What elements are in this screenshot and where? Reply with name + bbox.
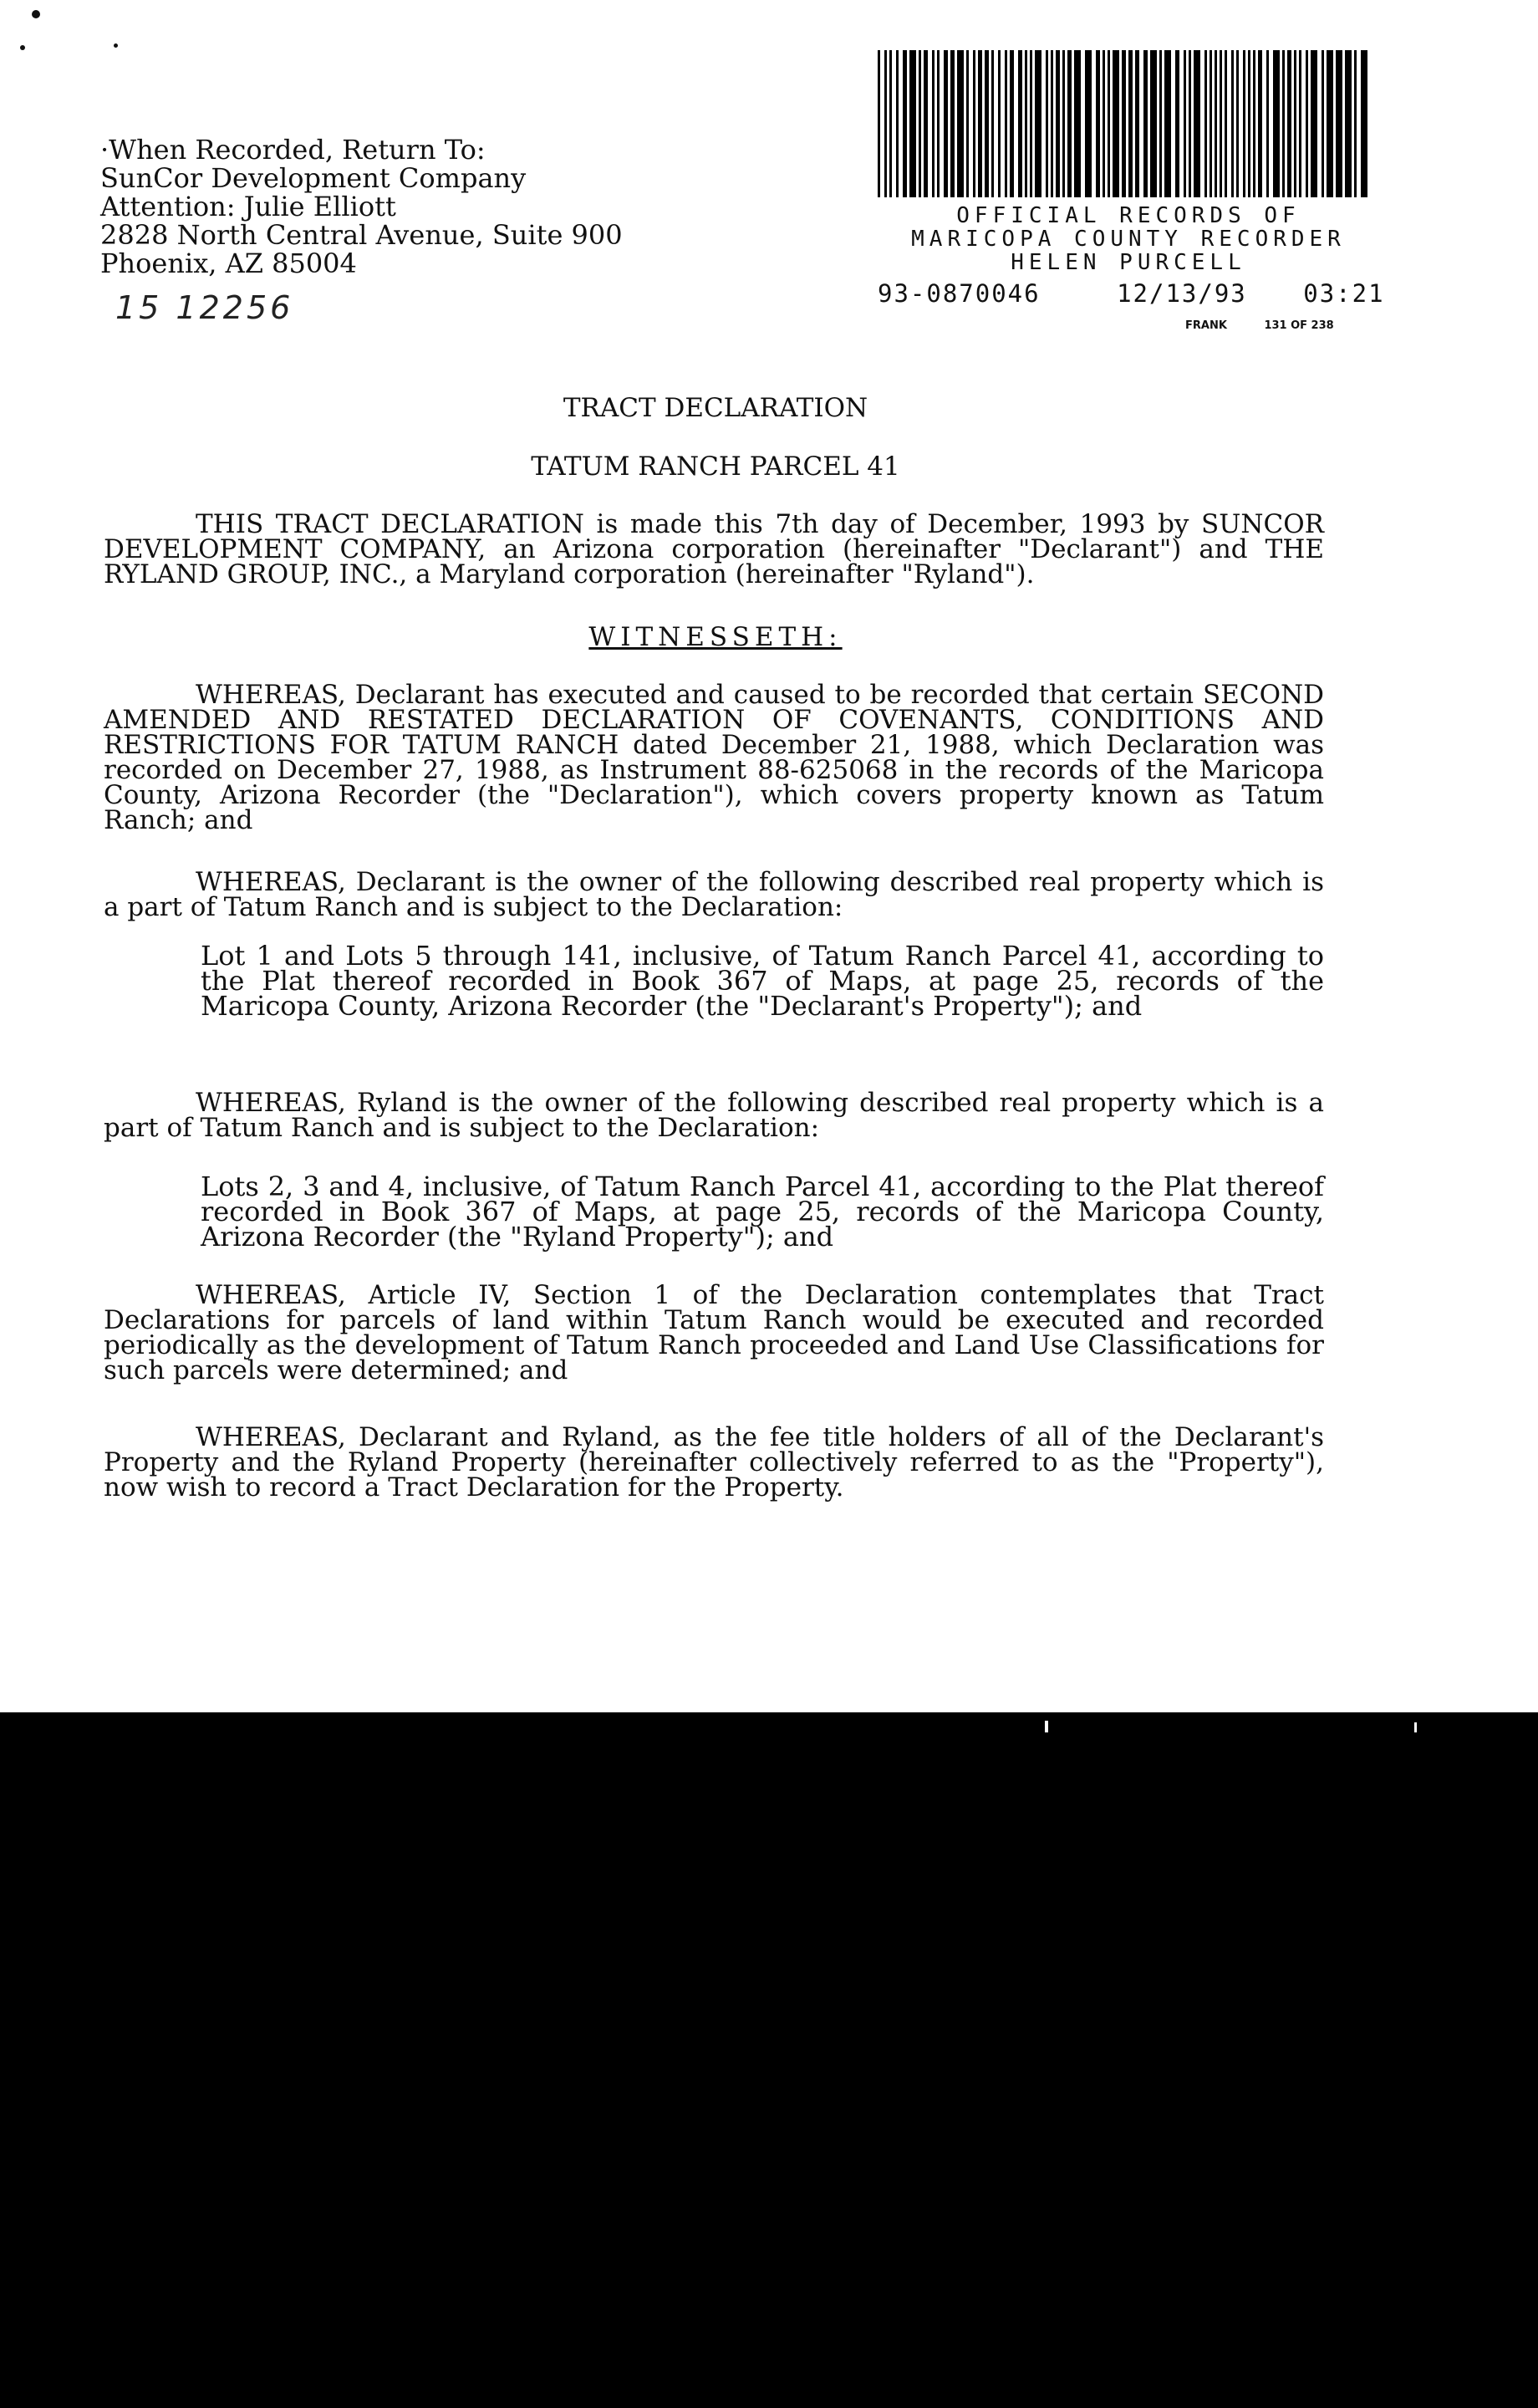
return-street: 2828 North Central Avenue, Suite 900 [100, 219, 623, 251]
barcode-image [874, 50, 1376, 197]
barcode-bar [1243, 50, 1245, 197]
barcode-bar [1327, 50, 1333, 197]
barcode-bar [1299, 50, 1301, 197]
legal-description-1: Lot 1 and Lots 5 through 141, inclusive, of Tatum Ranch Parcel 41, according to the Plat thereof recorded in Book 367 of Maps, at page 25, records of the Maricopa County, Arizona Recorder (the "Declarant's Property"); and [201, 940, 1324, 1022]
barcode-bar [889, 50, 892, 197]
recording-time: 03:21 [1303, 279, 1385, 308]
barcode-bar [1062, 50, 1065, 197]
whereas-paragraph-3: WHEREAS, Ryland is the owner of the following described real property which is a part of Tatum Ranch and is subject to the Declaration: [104, 1088, 1324, 1143]
barcode-bar [1215, 50, 1217, 197]
barcode-bar [1225, 50, 1227, 197]
intro-paragraph: THIS TRACT DECLARATION is made this 7th day of December, 1993 by SUNCOR DEVELOPMENT COMPANY, an Arizona corporation (hereinafter "Declarant") and THE RYLAND GROUP, INC., a Maryland corporation (hereinafter "Ryland"). [104, 509, 1324, 589]
barcode-bar [1108, 50, 1110, 197]
barcode-bar [1164, 50, 1171, 197]
scan-artifact [1045, 1721, 1048, 1732]
barcode-bar [1273, 50, 1280, 197]
barcode-bar [1266, 50, 1269, 197]
barcode-bar [1122, 50, 1126, 197]
return-attention: Attention: Julie Elliott [100, 191, 396, 222]
barcode-bar [1248, 50, 1250, 197]
witnesseth-heading: WITNESSETH: [588, 622, 843, 652]
scan-speck [20, 45, 25, 50]
barcode-bar [1322, 50, 1324, 197]
barcode-bar [1306, 50, 1308, 197]
barcode-bar [1231, 50, 1234, 197]
barcode-bar [1204, 50, 1207, 197]
barcode-bar [985, 50, 989, 197]
barcode-bar [1051, 50, 1053, 197]
legal-description-2: Lots 2, 3 and 4, inclusive, of Tatum Ranch Parcel 41, according to the Plat thereof recorded in Book 367 of Maps, at page 25, records of the Maricopa County, Arizona Recorder (the "Ryland Property"); and [201, 1171, 1324, 1252]
barcode-bar [1258, 50, 1262, 197]
barcode-bar [1354, 50, 1357, 197]
barcode-bar [1005, 50, 1007, 197]
return-city: Phoenix, AZ 85004 [100, 247, 357, 279]
barcode-bar [1194, 50, 1200, 197]
barcode-bar [978, 50, 982, 197]
barcode-bar [1150, 50, 1157, 197]
document-subtitle: TATUM RANCH PARCEL 41 [531, 452, 900, 482]
barcode-bar [1210, 50, 1212, 197]
barcode-bar [1030, 50, 1032, 197]
barcode-bar [884, 50, 887, 197]
barcode-bar [1143, 50, 1148, 197]
barcode-bar [1010, 50, 1014, 197]
recorder-line-2: MARICOPA COUNTY RECORDER [911, 227, 1346, 252]
recording-clerk-info [1185, 319, 1367, 332]
barcode-bar [1287, 50, 1291, 197]
barcode-bar [1074, 50, 1081, 197]
barcode-bar [998, 50, 1001, 197]
return-company: SunCor Development Company [100, 162, 527, 194]
barcode-bar [1175, 50, 1179, 197]
handwritten-number: 15 12256 [115, 289, 294, 326]
barcode-bar [944, 50, 948, 197]
barcode-bar [1311, 50, 1317, 197]
barcode-bar [957, 50, 964, 197]
barcode-bar [903, 50, 907, 197]
barcode-bar [1345, 50, 1352, 197]
whereas-paragraph-1: WHEREAS, Declarant has executed and caused to be recorded that certain SECOND AMENDED AND RESTATED DECLARATION OF COVENANTS, CONDITIONS AND RESTRICTIONS FOR TATUM RANCH dated December 21, 1988, which Declaration was recorded on December 27, 1988, as Instrument 88-625068 in the records of the Maricopa County, Arizona Recorder (the "Declaration"), which covers property known as Tatum Ranch; and [104, 680, 1324, 835]
barcode-bar [1361, 50, 1367, 197]
clerk-name: FRANK [1185, 319, 1227, 332]
barcode-bar [1018, 50, 1022, 197]
barcode-bar [1189, 50, 1191, 197]
barcode-bar [1253, 50, 1255, 197]
barcode-bar [1046, 50, 1048, 197]
barcode-bar [1096, 50, 1100, 197]
whereas-paragraph-4: WHEREAS, Article IV, Section 1 of the Declaration contemplates that Tract Declarations for parcels of land within Tatum Ranch would be executed and recorded periodically as the development of Tatum Ranch proceeded and Land Use Classifications for such parcels were determined; and [104, 1280, 1324, 1385]
barcode-bar [1025, 50, 1027, 197]
scan-black-area [0, 1712, 1538, 2408]
barcode-bar [1159, 50, 1162, 197]
instrument-number: 93-0870046 [878, 279, 1041, 308]
barcode-bar [1336, 50, 1342, 197]
barcode-bar [1103, 50, 1105, 197]
barcode-bar [966, 50, 969, 197]
barcode-bar [932, 50, 935, 197]
barcode-bar [1282, 50, 1285, 197]
barcode-bar [909, 50, 916, 197]
recorder-stamp [869, 204, 1388, 274]
recording-info [878, 279, 1385, 308]
barcode-bar [1184, 50, 1186, 197]
whereas-paragraph-2: WHEREAS, Declarant is the owner of the following described real property which is a part of Tatum Ranch and is subject to the Declaration: [104, 867, 1324, 922]
recording-date: 12/13/93 [1117, 279, 1247, 308]
barcode-bar [1294, 50, 1296, 197]
recorder-line-3: HELEN PURCELL [1011, 250, 1246, 275]
scan-speck [32, 10, 40, 18]
barcode-bar [1056, 50, 1060, 197]
barcode-bar [919, 50, 921, 197]
barcode-bar [950, 50, 955, 197]
barcode-bar [973, 50, 975, 197]
barcode-bar [878, 50, 880, 197]
barcode-bar [924, 50, 928, 197]
page-count: 131 OF 238 [1264, 319, 1334, 332]
barcode-bar [896, 50, 899, 197]
scan-speck [114, 43, 118, 48]
return-line: ·When Recorded, Return To: [100, 134, 486, 166]
whereas-paragraph-5: WHEREAS, Declarant and Ryland, as the fee title holders of all of the Declarant's Property and the Ryland Property (hereinafter collectively referred to as the "Property"), now wish to record a Tract Declaration for the Property. [104, 1422, 1324, 1502]
barcode-bar [1085, 50, 1092, 197]
barcode-bar [1220, 50, 1222, 197]
barcode-bar [991, 50, 994, 197]
barcode-bar [937, 50, 940, 197]
return-address-block [100, 135, 623, 278]
recorder-line-1: OFFICIAL RECORDS OF [956, 203, 1301, 228]
scan-artifact [1414, 1722, 1417, 1732]
barcode-bar [1067, 50, 1072, 197]
barcode-bar [1135, 50, 1139, 197]
barcode-bar [1236, 50, 1239, 197]
document-title: TRACT DECLARATION [563, 393, 868, 423]
barcode-bar [1035, 50, 1041, 197]
barcode-bar [1128, 50, 1133, 197]
barcode-bar [1113, 50, 1119, 197]
